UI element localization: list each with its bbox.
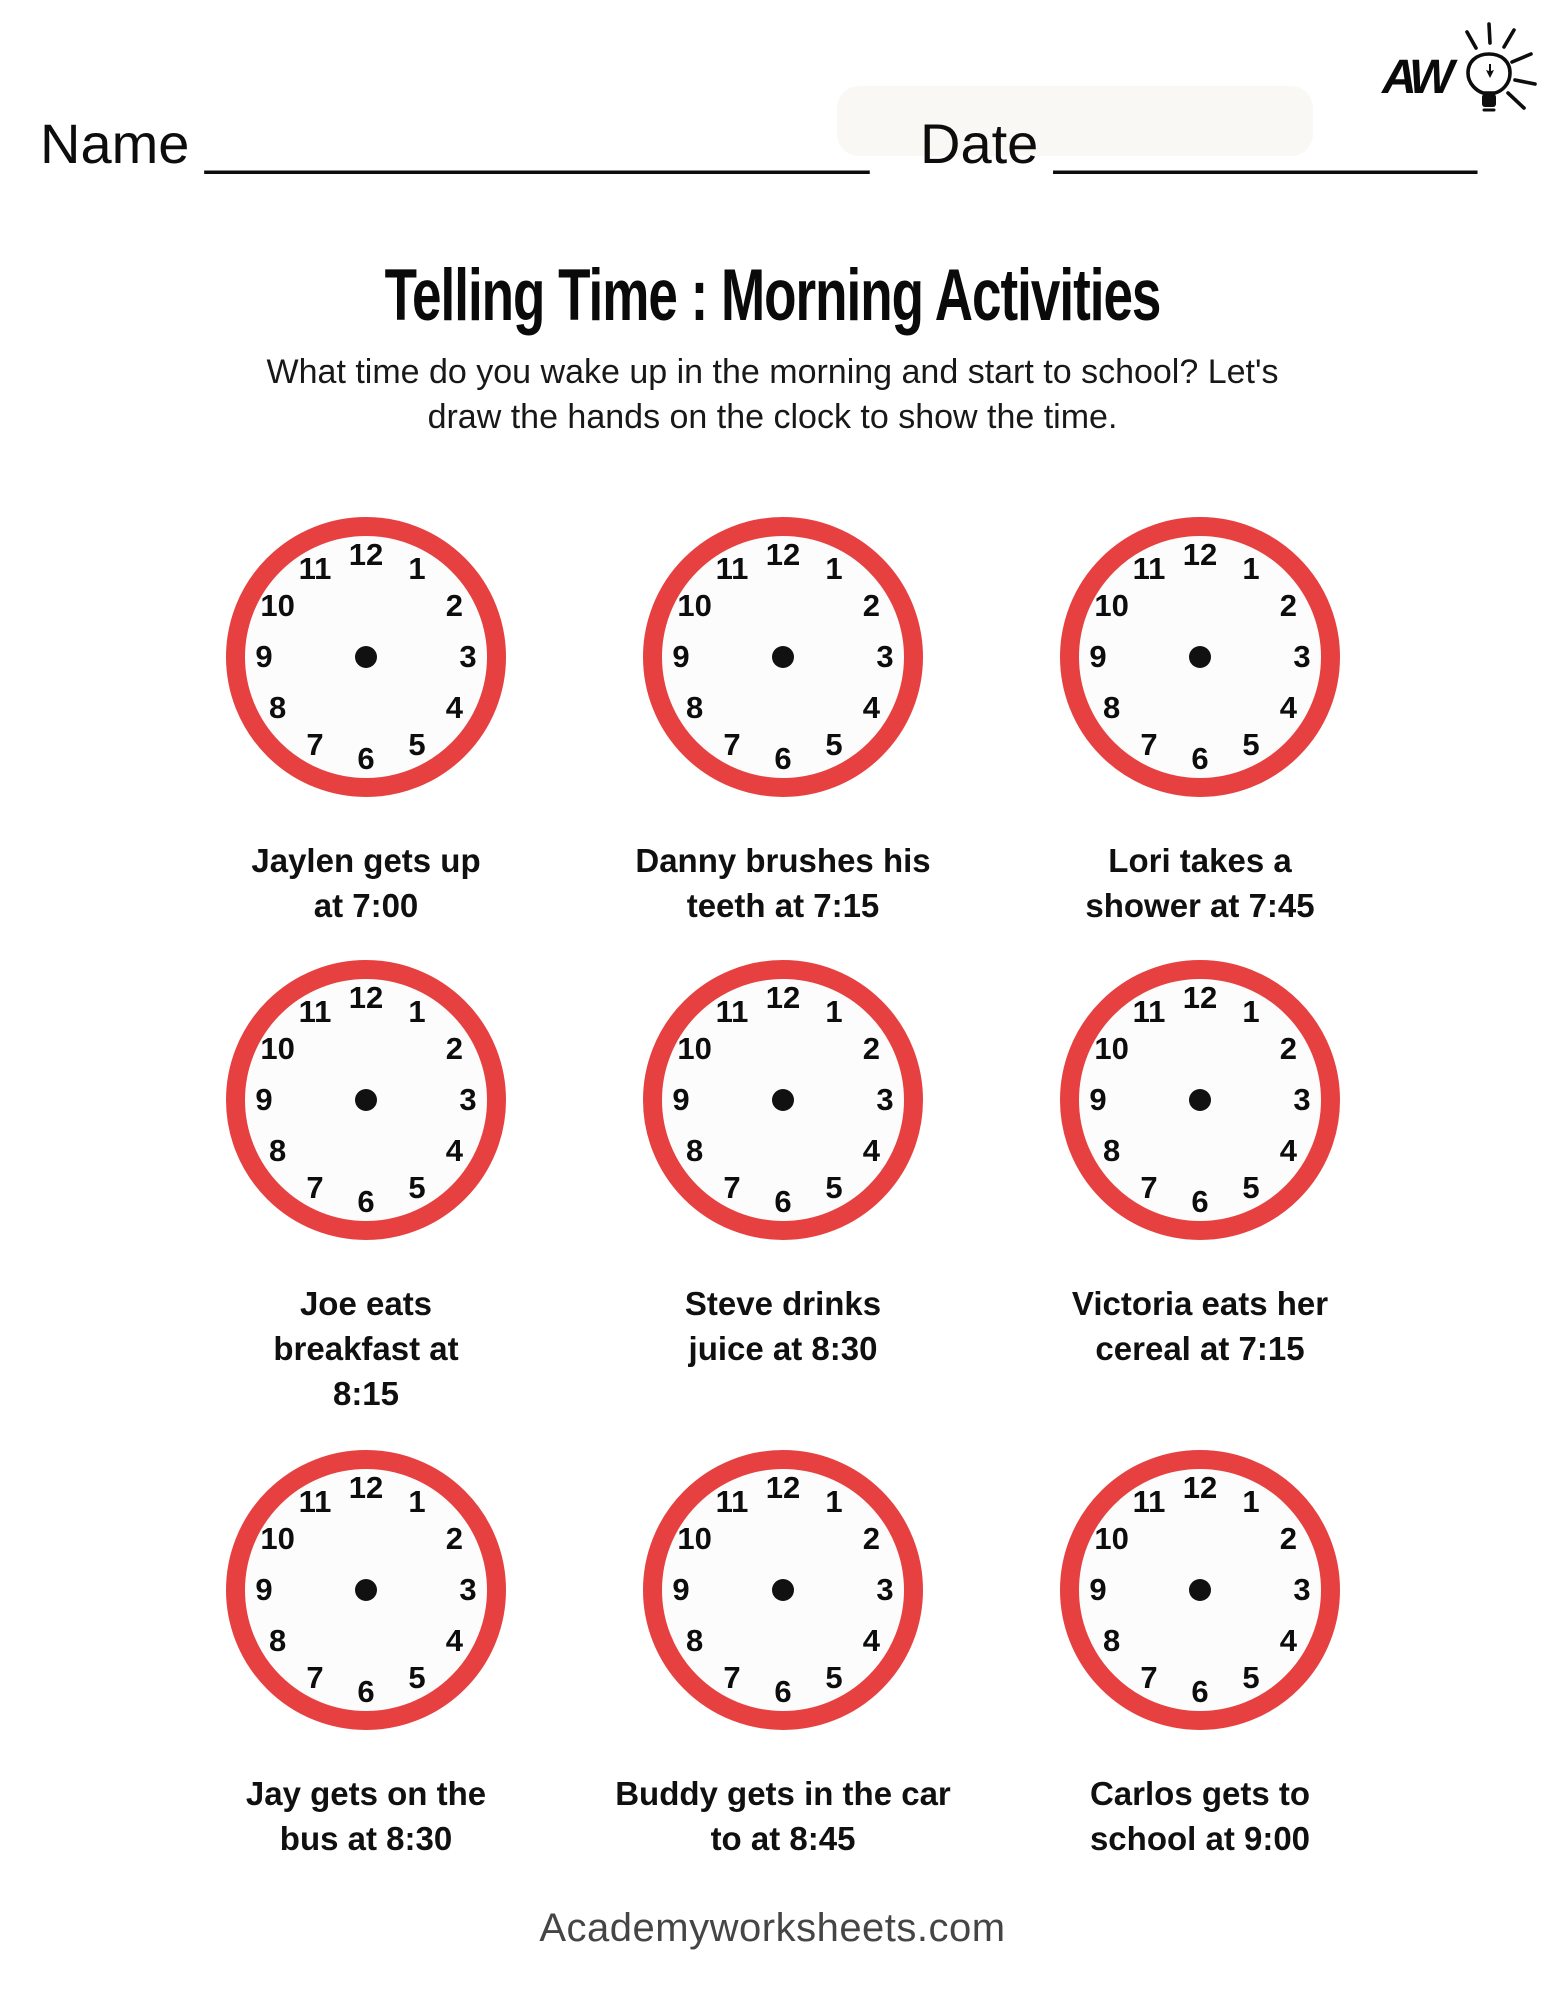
clock-numeral-1: 1 [825,550,843,586]
clock-numeral-1: 1 [408,993,426,1029]
clock-caption [1000,1771,1400,1861]
clock-numeral-9: 9 [672,1082,690,1117]
blank-clock-face [226,517,506,797]
clock-numeral-6: 6 [357,741,375,776]
clock-numeral-6: 6 [1191,1184,1209,1219]
clock-numeral-6: 6 [774,741,792,776]
clock-numeral-2: 2 [862,1031,880,1066]
clock-center-dot [772,1579,794,1601]
clock-cell [166,1450,566,1861]
clock-numeral-11: 11 [1132,993,1166,1029]
clock-numeral-3: 3 [459,639,477,674]
clock-caption-line: bus at 8:30 [279,1820,453,1857]
clock-caption-line: cereal at 7:15 [1095,1330,1305,1367]
clock-center-dot [772,1089,794,1111]
clock-caption-line: teeth at 7:15 [686,887,880,924]
clock-center-dot [1189,1089,1211,1111]
clock-numeral-9: 9 [1089,639,1107,674]
clock-cell [1000,960,1400,1371]
clock-numeral-3: 3 [876,639,894,674]
clock-caption-line: Danny brushes his [635,842,931,879]
clock-numeral-12: 12 [348,537,384,572]
clock-caption-line: Victoria eats her [1071,1285,1329,1322]
clock-numeral-7: 7 [1140,1170,1158,1206]
clock-caption-line: Steve drinks [684,1285,882,1322]
clock-numeral-7: 7 [723,727,741,763]
clock-numeral-6: 6 [357,1674,375,1709]
clock-numeral-11: 11 [298,1483,332,1519]
clock-numeral-2: 2 [862,1521,880,1556]
clock-numeral-2: 2 [1279,588,1297,623]
clock-caption-line: to at 8:45 [710,1820,856,1857]
clock-numeral-1: 1 [825,993,843,1029]
clock-numeral-12: 12 [765,537,801,572]
blank-clock-face [1060,517,1340,797]
name-field [40,112,868,176]
clock-numeral-10: 10 [677,1521,712,1556]
instructions-line-2: draw the hands on the clock to show the time. [427,398,1118,436]
clock-numeral-2: 2 [445,588,463,623]
clock-numeral-4: 4 [862,1133,880,1168]
clock-numeral-12: 12 [1182,1470,1218,1505]
clock-center-dot [355,646,377,668]
clock-caption-line: juice at 8:30 [688,1330,878,1367]
clock-numeral-4: 4 [445,1623,463,1658]
clock-caption-line: Jay gets on the [245,1775,487,1812]
clock-numeral-8: 8 [269,1623,287,1658]
clock-center-dot [355,1089,377,1111]
clock-numeral-8: 8 [269,1133,287,1168]
clock-numeral-12: 12 [1182,537,1218,572]
clock-center-dot [1189,1579,1211,1601]
clock-numeral-9: 9 [1089,1572,1107,1607]
clock-numeral-5: 5 [825,1170,843,1206]
clock-cell [583,1450,983,1861]
clock-numeral-6: 6 [774,1184,792,1219]
clock-numeral-8: 8 [1103,690,1121,725]
clock-numeral-6: 6 [774,1674,792,1709]
clock-numeral-10: 10 [677,588,712,623]
clock-numeral-6: 6 [1191,1674,1209,1709]
clock-numeral-7: 7 [306,727,324,763]
clock-caption [1000,838,1400,928]
clock-numeral-10: 10 [260,588,295,623]
clock-numeral-4: 4 [445,1133,463,1168]
clock-numeral-3: 3 [876,1082,894,1117]
clock-caption-line: Jaylen gets up [251,842,481,879]
blank-clock-face [643,1450,923,1730]
clock-numeral-4: 4 [862,690,880,725]
clock-numeral-8: 8 [686,690,704,725]
logo-aw-text: AW [1382,51,1450,104]
clock-numeral-9: 9 [255,639,273,674]
clock-numeral-2: 2 [862,588,880,623]
clock-numeral-9: 9 [1089,1082,1107,1117]
clock-caption-line: Lori takes a [1108,842,1292,879]
clock-numeral-7: 7 [723,1170,741,1206]
footer-website: Academyworksheets.com [539,1906,1006,1950]
clock-numeral-7: 7 [1140,727,1158,763]
clock-caption-line: Buddy gets in the car [615,1775,951,1812]
clock-numeral-5: 5 [1242,1660,1260,1696]
clock-numeral-7: 7 [306,1170,324,1206]
clock-numeral-4: 4 [1279,690,1297,725]
worksheet-instructions [0,350,1545,440]
date-label: Date [920,112,1039,175]
clock-caption-line: 8:15 [332,1375,400,1412]
clock-numeral-11: 11 [715,1483,749,1519]
blank-clock-face [226,960,506,1240]
clock-center-dot [355,1579,377,1601]
clock-numeral-10: 10 [1094,1521,1129,1556]
clock-numeral-8: 8 [686,1623,704,1658]
clock-numeral-8: 8 [1103,1623,1121,1658]
clock-caption [166,1281,566,1416]
clock-numeral-5: 5 [1242,727,1260,763]
clock-caption [583,1771,983,1861]
clock-numeral-5: 5 [1242,1170,1260,1206]
clock-numeral-4: 4 [1279,1623,1297,1658]
academy-worksheets-logo [1380,14,1545,124]
name-label: Name [40,112,190,175]
clock-numeral-5: 5 [408,1170,426,1206]
lightbulb-icon [1448,14,1545,129]
clock-caption-line: school at 9:00 [1089,1820,1311,1857]
worksheet-title: Telling Time : Morning Activities [384,254,1161,337]
clock-numeral-4: 4 [862,1623,880,1658]
clock-numeral-8: 8 [1103,1133,1121,1168]
clock-cell [166,960,566,1416]
clock-numeral-7: 7 [306,1660,324,1696]
clock-caption [583,1281,983,1371]
clock-numeral-10: 10 [677,1031,712,1066]
clock-numeral-2: 2 [1279,1521,1297,1556]
clock-caption-line: Joe eats [299,1285,433,1322]
clock-numeral-3: 3 [1293,1082,1311,1117]
blank-clock-face [643,517,923,797]
blank-clock-face [643,960,923,1240]
clock-numeral-12: 12 [348,1470,384,1505]
clock-numeral-1: 1 [408,1483,426,1519]
clock-numeral-5: 5 [408,727,426,763]
clock-numeral-5: 5 [825,727,843,763]
clock-caption-line: at 7:00 [313,887,419,924]
clock-numeral-11: 11 [715,993,749,1029]
clock-cell [1000,517,1400,928]
clock-numeral-4: 4 [445,690,463,725]
clock-numeral-8: 8 [686,1133,704,1168]
clock-numeral-2: 2 [445,1031,463,1066]
date-blank-line: ______________ [1053,112,1476,175]
clock-numeral-1: 1 [1242,550,1260,586]
clock-cell [1000,1450,1400,1861]
clock-numeral-9: 9 [255,1572,273,1607]
instructions-line-1: What time do you wake up in the morning and start to school? Let's [266,353,1279,391]
clock-cell [166,517,566,928]
clock-numeral-11: 11 [1132,550,1166,586]
clock-numeral-3: 3 [1293,1572,1311,1607]
clock-cell [583,517,983,928]
clock-numeral-10: 10 [260,1031,295,1066]
blank-clock-face [1060,1450,1340,1730]
clock-numeral-3: 3 [876,1572,894,1607]
clock-numeral-7: 7 [1140,1660,1158,1696]
clock-numeral-2: 2 [445,1521,463,1556]
clock-numeral-10: 10 [260,1521,295,1556]
blank-clock-face [1060,960,1340,1240]
clock-numeral-10: 10 [1094,1031,1129,1066]
clock-numeral-4: 4 [1279,1133,1297,1168]
clock-numeral-5: 5 [825,1660,843,1696]
clock-numeral-10: 10 [1094,588,1129,623]
blank-clock-face [226,1450,506,1730]
clock-numeral-7: 7 [723,1660,741,1696]
clock-numeral-11: 11 [298,993,332,1029]
clock-caption-line: Carlos gets to [1089,1775,1311,1812]
clock-numeral-1: 1 [408,550,426,586]
clock-numeral-12: 12 [765,1470,801,1505]
clock-caption-line: shower at 7:45 [1085,887,1315,924]
clock-numeral-3: 3 [459,1082,477,1117]
clock-numeral-6: 6 [1191,741,1209,776]
clock-caption [166,838,566,928]
clock-numeral-11: 11 [1132,1483,1166,1519]
clock-numeral-11: 11 [298,550,332,586]
clock-numeral-12: 12 [348,980,384,1015]
clock-numeral-12: 12 [765,980,801,1015]
clock-numeral-6: 6 [357,1184,375,1219]
clock-caption [583,838,983,928]
clock-numeral-8: 8 [269,690,287,725]
name-blank-line: ______________________ [204,112,869,175]
clock-numeral-9: 9 [255,1082,273,1117]
clock-numeral-1: 1 [825,1483,843,1519]
clock-center-dot [772,646,794,668]
clock-numeral-9: 9 [672,639,690,674]
clock-caption [166,1771,566,1861]
clock-caption [1000,1281,1400,1371]
clock-numeral-9: 9 [672,1572,690,1607]
clock-numeral-3: 3 [459,1572,477,1607]
clock-numeral-12: 12 [1182,980,1218,1015]
clock-numeral-1: 1 [1242,993,1260,1029]
clock-caption-line: breakfast at [273,1330,459,1367]
clock-numeral-11: 11 [715,550,749,586]
clock-numeral-1: 1 [1242,1483,1260,1519]
clock-numeral-2: 2 [1279,1031,1297,1066]
clock-numeral-3: 3 [1293,639,1311,674]
clock-numeral-5: 5 [408,1660,426,1696]
clock-center-dot [1189,646,1211,668]
clock-cell [583,960,983,1371]
